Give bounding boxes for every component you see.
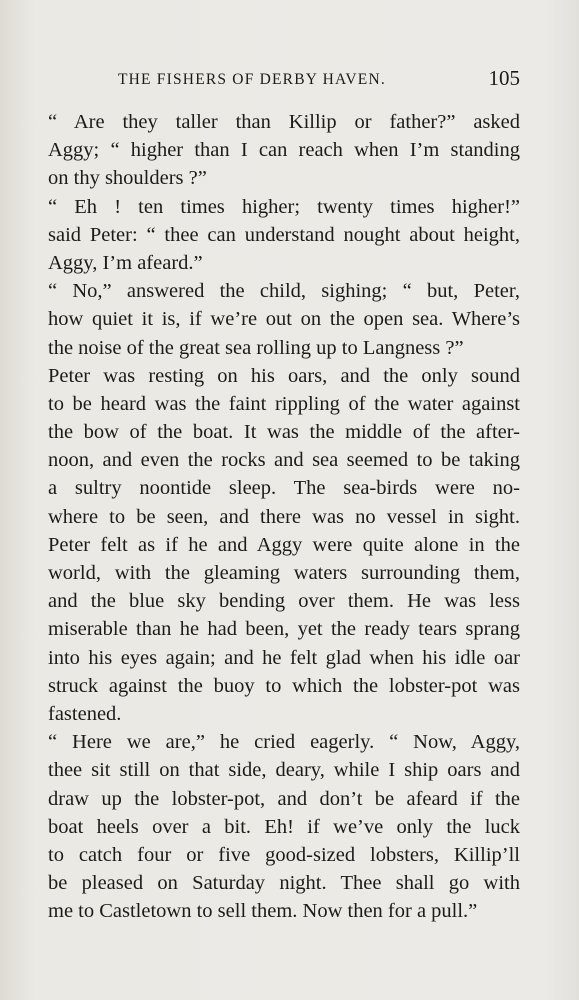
text-line: world, with the gleaming waters surrounding them,: [48, 562, 520, 584]
text-line: draw up the lobster-pot, and don’t be afeard if the: [48, 787, 520, 810]
text-line: the noise of the great sea rolling up to Langness ?”: [48, 336, 464, 359]
text-line: Aggy, I’m afeard.”: [48, 251, 203, 274]
page-number: 105: [488, 66, 520, 90]
text-line: Aggy; “ higher than I can reach when I’m standing: [48, 139, 520, 162]
text-line: struck against the buoy to which the lobster-pot was: [48, 674, 520, 697]
text-line: miserable than he had been, yet the ready tears sprang: [48, 618, 520, 641]
text-line: boat heels over a bit. Eh! if we’ve only the luck: [48, 815, 520, 838]
text-line: me to Castletown to sell them. Now then for a pull.”: [48, 900, 478, 923]
running-title: THE FISHERS OF DERBY HAVEN.: [118, 71, 386, 88]
page-header: [48, 66, 520, 94]
text-line: “ Are they taller than Killip or father?” asked: [48, 111, 520, 133]
text-line: where to be seen, and there was no vessel in sight.: [48, 505, 520, 528]
text-line: “ Eh ! ten times higher; twenty times higher!”: [48, 195, 520, 218]
text-line: the bow of the boat. It was the middle of the after-: [48, 421, 520, 444]
text-line: to be heard was the faint rippling of the water against: [48, 392, 520, 415]
text-line: Peter felt as if he and Aggy were quite alone in the: [48, 533, 520, 556]
text-line: noon, and even the rocks and sea seemed to be taking: [48, 449, 520, 472]
text-line: thee sit still on that side, deary, while I ship oars and: [48, 759, 520, 782]
text-line: fastened.: [48, 702, 122, 725]
text-line: said Peter: “ thee can understand nought about height,: [48, 223, 520, 246]
text-line: to catch four or five good-sized lobsters, Killip’ll: [48, 843, 520, 866]
text-line: and the blue sky bending over them. He was less: [48, 590, 520, 613]
text-line: how quiet it is, if we’re out on the open sea. Where’s: [48, 308, 520, 331]
text-line: on thy shoulders ?”: [48, 167, 207, 190]
text-line: “ Here we are,” he cried eagerly. “ Now, Aggy,: [48, 731, 520, 754]
text-line: a sultry noontide sleep. The sea-birds were no-: [48, 477, 520, 500]
text-line: into his eyes again; and he felt glad when his idle oar: [48, 646, 520, 669]
body-text: [48, 108, 520, 925]
text-line: be pleased on Saturday night. Thee shall go with: [48, 872, 520, 895]
text-line: “ No,” answered the child, sighing; “ but, Peter,: [48, 280, 520, 303]
text-line: Peter was resting on his oars, and the only sound: [48, 364, 520, 387]
